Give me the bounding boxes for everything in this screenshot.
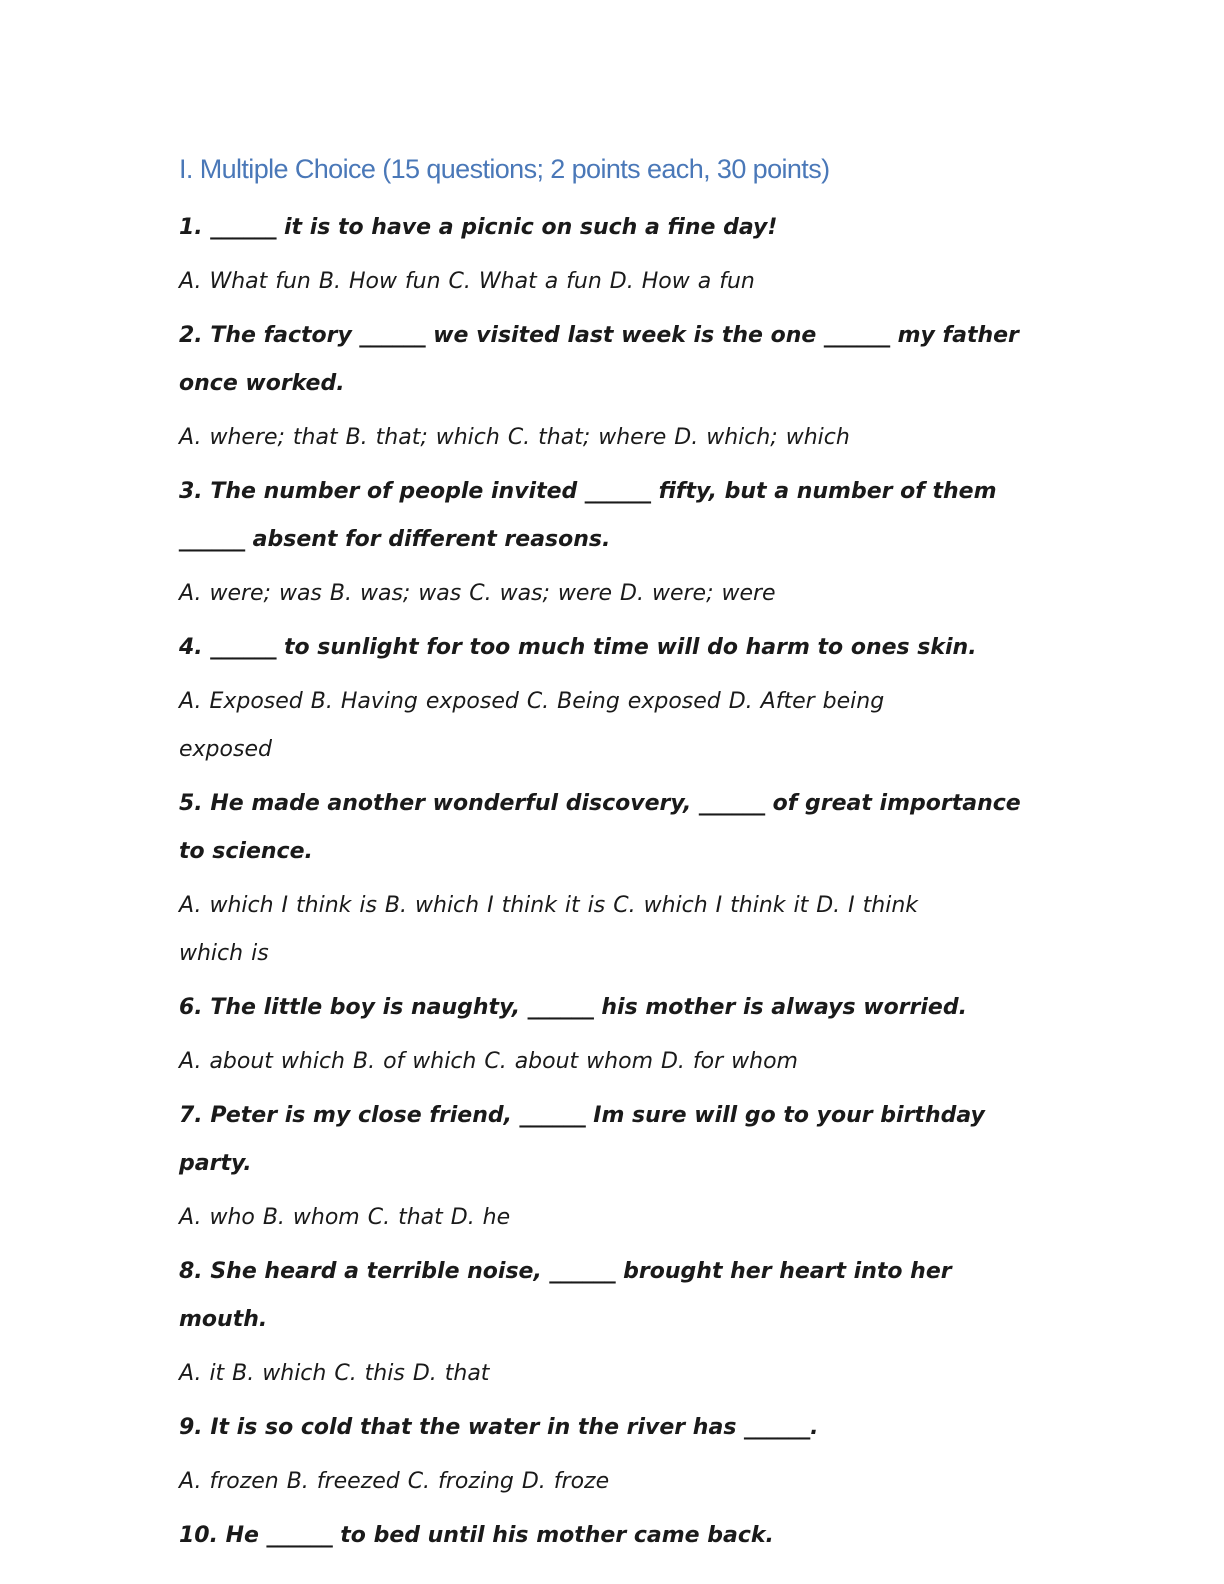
question-stem: 6. The little boy is naughty, ______ his mother is always worried. [179,995,967,1020]
page-content [179,150,1039,1566]
question-options: A. Exposed B. Having exposed C. Being exposed D. After being exposed [179,689,885,762]
question-stem: 1. ______ it is to have a picnic on such a fine day! [179,215,778,240]
question-options: A. frozen B. freezed C. frozing D. froze [179,1469,610,1494]
question-stem: 2. The factory ______ we visited last week is the one ______ my father once worked. [179,323,1019,396]
section-title: I. Multiple Choice (15 questions; 2 points each, 30 points) [179,154,830,184]
question-stem: 8. She heard a terrible noise, ______ brought her heart into her mouth. [179,1259,952,1332]
question-options: A. where; that B. that; which C. that; where D. which; which [179,425,850,450]
question-stem: 10. He ______ to bed until his mother came back. [179,1523,774,1548]
question-options: A. about which B. of which C. about whom D. for whom [179,1049,798,1074]
question-stem: 5. He made another wonderful discovery, ______ of great importance to science. [179,791,1021,864]
question-list [179,204,1039,1560]
question-stem: 4. ______ to sunlight for too much time will do harm to ones skin. [179,635,977,660]
question-options: A. which I think is B. which I think it is C. which I think it D. I think which is [179,893,919,966]
question-options: A. What fun B. How fun C. What a fun D. How a fun [179,269,755,294]
question-stem: 3. The number of people invited ______ fifty, but a number of them ______ absent for different reasons. [179,479,997,552]
question-options: A. it B. which C. this D. that [179,1361,490,1386]
question-stem: 7. Peter is my close friend, ______ Im sure will go to your birthday party. [179,1103,985,1176]
question-stem: 9. It is so cold that the water in the river has ______. [179,1415,819,1440]
question-options: A. were; was B. was; was C. was; were D. were; were [179,581,776,606]
question-options: A. who B. whom C. that D. he [179,1205,511,1230]
